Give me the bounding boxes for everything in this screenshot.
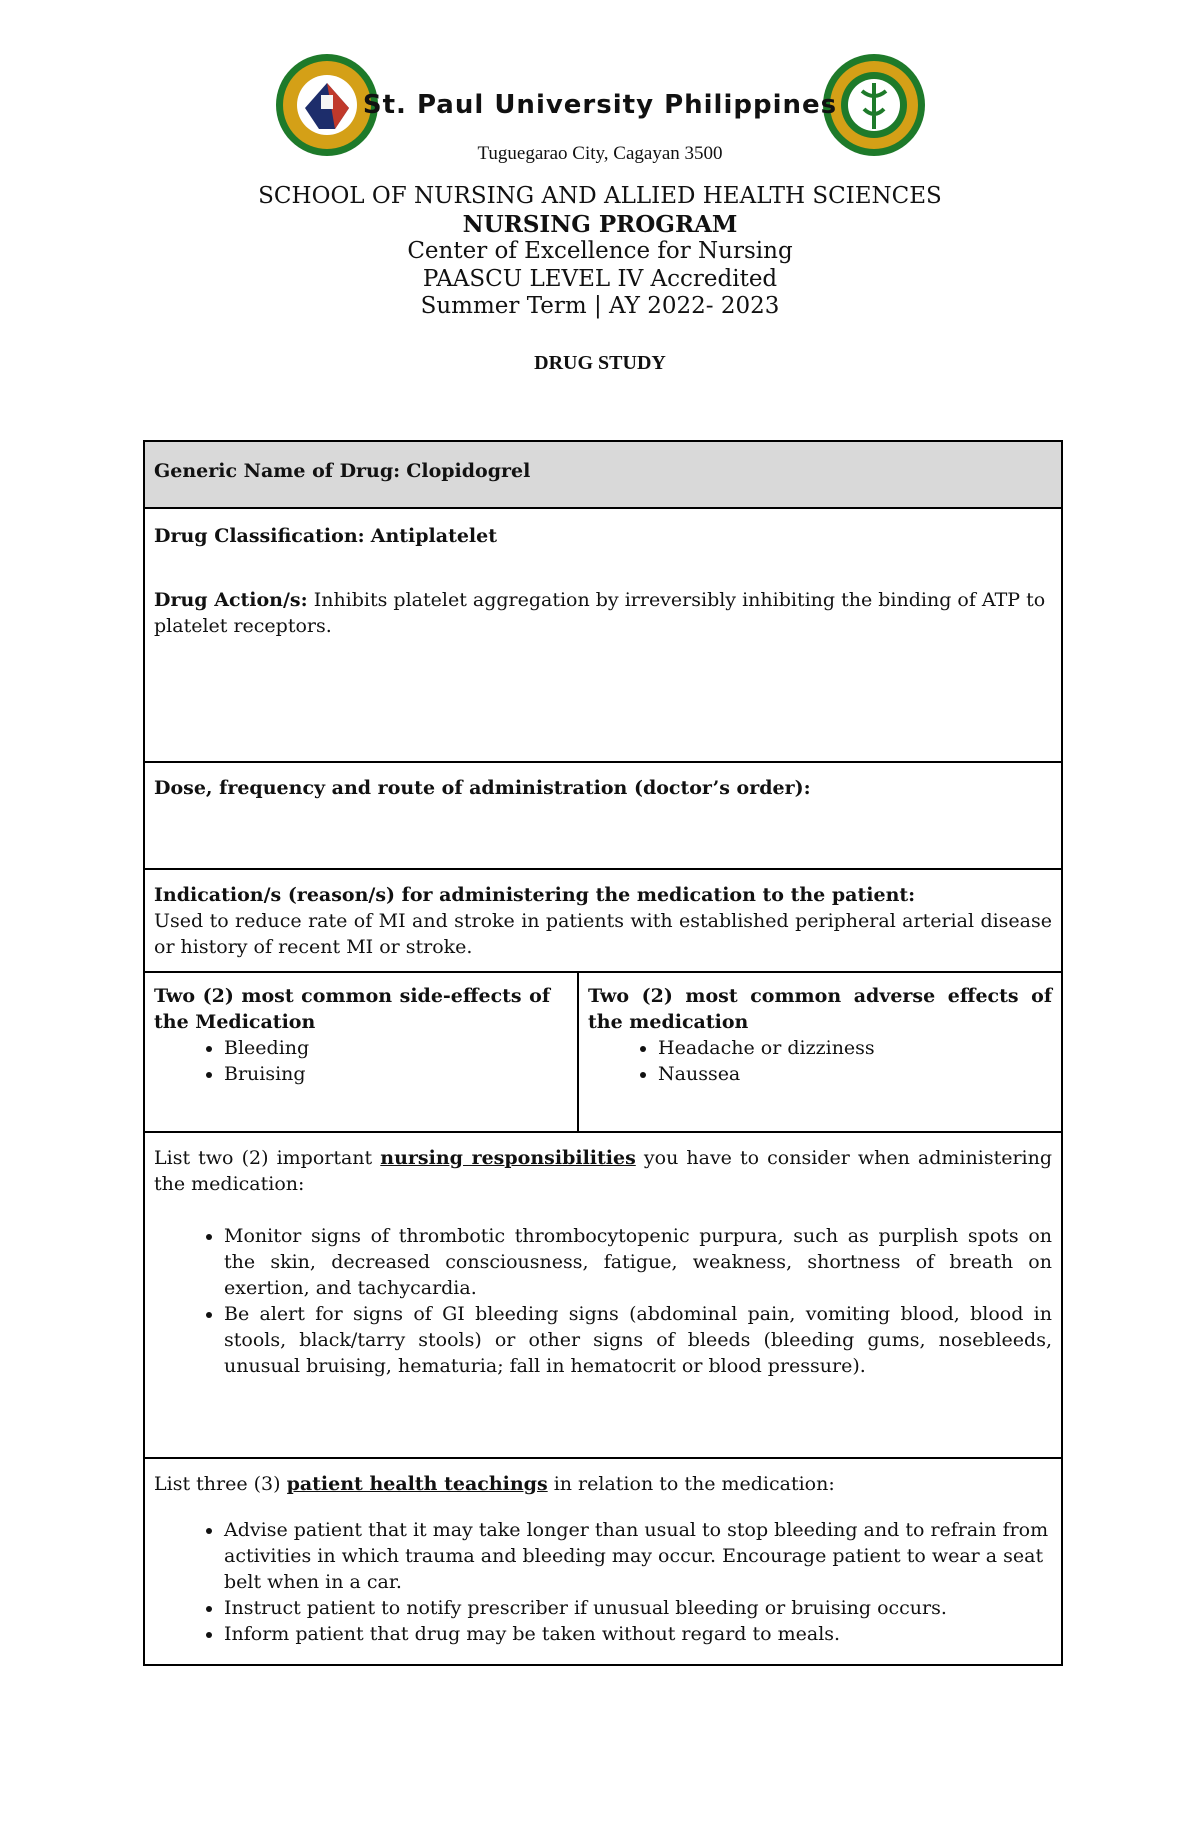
generic-name-row	[145, 442, 1061, 509]
university-name: St. Paul University Philippines	[362, 90, 838, 120]
list-item: • Instruct patient to notify prescriber if unusual bleeding or bruising occurs.	[224, 1595, 1052, 1621]
excellence-label: Center of Excellence for Nursing	[407, 238, 793, 264]
adverse-effects-label: Two (2) most common adverse effects of the medication	[588, 985, 1052, 1033]
list-item: • Headache or dizziness	[658, 1035, 1052, 1061]
side-effects-label: Two (2) most common side-effects of the Medication	[154, 985, 550, 1033]
accreditation-label: PAASCU LEVEL IV Accredited	[422, 266, 778, 292]
list-item: • Advise patient that it may take longer than usual to stop bleeding and to refrain from activities in which trauma and bleeding may occur. Encourage patient to wear a seat belt when in a car.	[224, 1517, 1052, 1595]
classification-row	[145, 509, 1061, 763]
dose-row	[145, 763, 1061, 870]
responsibilities-keyword: nursing responsibilities	[380, 1147, 636, 1169]
list-item: • Monitor signs of thrombotic thrombocytopenic purpura, such as purplish spots on the skin, decreased consciousness, fatigue, weakness, shortness of breath on exertion, and tachycardia.	[224, 1223, 1052, 1301]
list-item: • Naussea	[658, 1061, 1052, 1087]
term-label: Summer Term | AY 2022- 2023	[420, 293, 780, 319]
indication-row	[145, 870, 1061, 973]
responsibilities-intro-c: you have to consider when administering the medication:	[154, 1147, 1053, 1195]
program-name: NURSING PROGRAM	[462, 211, 738, 238]
teachings-row	[145, 1459, 1061, 1657]
teachings-intro-c: in relation to the medication:	[553, 1473, 835, 1495]
classification-label: Drug Classification:	[154, 525, 365, 547]
side-effects-list	[154, 1035, 550, 1087]
list-item: • Bleeding	[224, 1035, 550, 1061]
teachings-intro-a: List three (3)	[154, 1473, 281, 1495]
university-address: Tuguegarao City, Cagayan 3500	[477, 143, 723, 164]
drug-action-value: Inhibits platelet aggregation by irreversibly inhibiting the binding of ATP to platelet receptors.	[154, 589, 1046, 637]
indication-value: Used to reduce rate of MI and stroke in patients with established peripheral arterial disease or history of recent MI or stroke.	[154, 910, 1052, 958]
dose-label: Dose, frequency and route of administration (doctor’s order):	[154, 777, 811, 799]
adverse-effects-list	[588, 1035, 1052, 1087]
document-title: DRUG STUDY	[534, 352, 666, 374]
responsibilities-intro-a: List two (2) important	[154, 1147, 373, 1169]
drug-study-table	[143, 440, 1063, 1666]
drug-action-label: Drug Action/s:	[154, 589, 308, 611]
school-name: SCHOOL OF NURSING AND ALLIED HEALTH SCIENCES	[258, 183, 942, 209]
list-item: • Inform patient that drug may be taken without regard to meals.	[224, 1621, 1052, 1647]
classification-value: Antiplatelet	[370, 525, 498, 547]
effects-row	[145, 973, 1061, 1133]
responsibilities-row	[145, 1133, 1061, 1459]
generic-name-label: Generic Name of Drug:	[154, 460, 401, 482]
list-item: • Bruising	[224, 1061, 550, 1087]
teachings-list	[154, 1517, 1052, 1647]
teachings-keyword: patient health teachings	[286, 1473, 548, 1495]
generic-name-value: Clopidogrel	[406, 460, 531, 482]
responsibilities-list	[154, 1223, 1052, 1379]
indication-label: Indication/s (reason/s) for administering the medication to the patient:	[154, 884, 916, 906]
list-item: • Be alert for signs of GI bleeding signs (abdominal pain, vomiting blood, blood in stools, black/tarry stools) or other signs of bleeds (bleeding gums, nosebleeds, unusual bruising, hematuria; fall in hematocrit or blood pressure).	[224, 1301, 1052, 1379]
